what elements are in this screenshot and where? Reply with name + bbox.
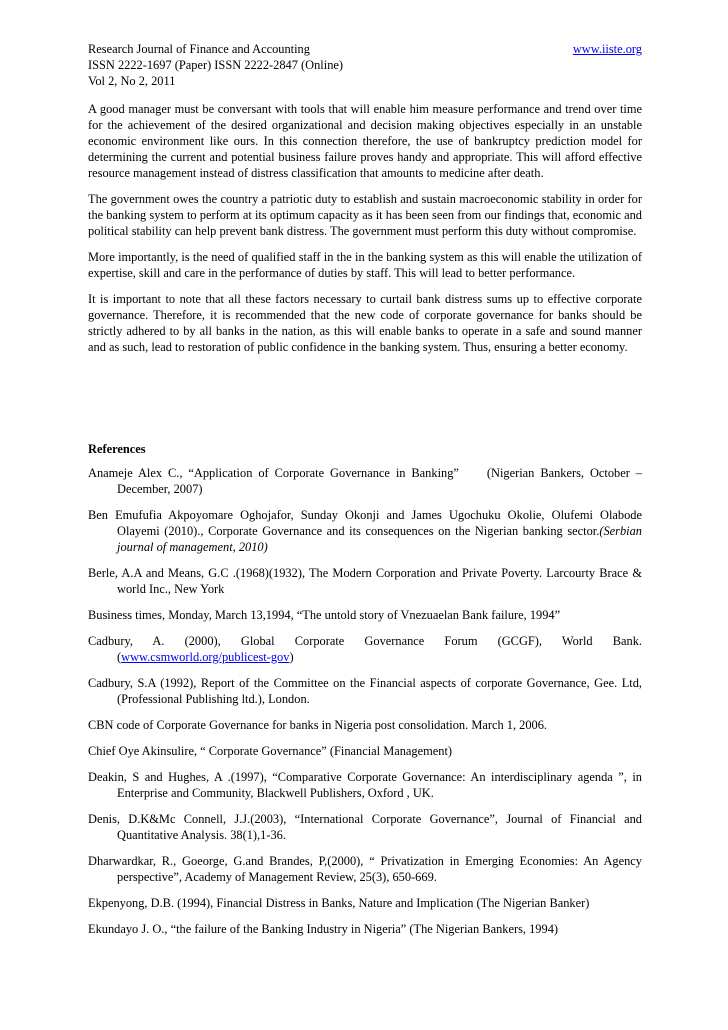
document-page xyxy=(88,41,642,947)
journal-issn: ISSN 2222-1697 (Paper) ISSN 2222-2847 (Online) xyxy=(88,58,344,72)
journal-title: Research Journal of Finance and Accounting xyxy=(88,42,310,56)
reference-item: Ekundayo J. O., “the failure of the Banking Industry in Nigeria” (The Nigerian Bankers, 1994) xyxy=(88,922,559,936)
paragraph-manager-tools: A good manager must be conversant with tools that will enable him measure performance and trend over time for the achievement of the desired organizational and decision making objectives especially in an unstable economic environment like ours. In this connection therefore, the use of bankruptcy prediction model for determining the current and potential business failure proves handy and appropriate. This will afford effective resource management instead of distress classification that amounts to medicine after death. xyxy=(88,102,642,180)
paragraph-qualified-staff: More importantly, is the need of qualified staff in the in the banking system as this will enable the utilization of expertise, skill and care in the performance of duties by staff. This will lead to better performance. xyxy=(88,250,642,280)
reference-item: Chief Oye Akinsulire, “ Corporate Governance” (Financial Management) xyxy=(88,744,453,758)
reference-item: CBN code of Corporate Governance for banks in Nigeria post consolidation. March 1, 2006. xyxy=(88,718,548,732)
section-spacer xyxy=(88,365,642,441)
journal-url-link[interactable]: www.iiste.org xyxy=(572,42,642,56)
conclusion-section xyxy=(88,101,642,355)
journal-header xyxy=(88,41,642,89)
reference-item xyxy=(88,507,642,555)
reference-item: Denis, D.K&Mc Connell, J.J.(2003), “International Corporate Governance”, Journal of Financial and Quantitative Analysis. 38(1),1-36. xyxy=(88,812,642,842)
reference-item xyxy=(88,633,642,665)
journal-volume: Vol 2, No 2, 2011 xyxy=(88,74,176,88)
reference-item: Cadbury, S.A (1992), Report of the Committee on the Financial aspects of corporate Governance, Gee. Ltd, (Professional Publishing ltd.), London. xyxy=(88,676,642,706)
reference-item: Business times, Monday, March 13,1994, “The untold story of Vnezuaelan Bank failure, 1994” xyxy=(88,608,561,622)
reference-text: Anameje Alex C., “Application of Corporate Governance in Banking” xyxy=(88,466,459,480)
paragraph-corporate-governance: It is important to note that all these factors necessary to curtail bank distress sums up to effective corporate governance. Therefore, it is recommended that the new code of corporate governance for banks should be strictly adhered to by all banks in the nation, as this will enable banks to operate in a safe and sound manner and as such, lead to restoration of public confidence in the banking system. Thus, ensuring a better economy. xyxy=(88,292,642,354)
reference-item: Ekpenyong, D.B. (1994), Financial Distress in Banks, Nature and Implication (The Nigerian Banker) xyxy=(88,896,590,910)
reference-text: Ben Emufufia Akpoyomare Oghojafor, Sunday Okonji and James Ugochuku Okolie, Olufemi Olabode Olayemi (2010)., Corporate Governance and its consequences on the Nigerian banking sector. xyxy=(88,508,642,538)
reference-source: (Nigerian Bankers, October – December, 2007) xyxy=(117,466,642,496)
references-section xyxy=(88,441,642,937)
paragraph-government-duty: The government owes the country a patriotic duty to establish and sustain macroeconomic stability in order for the banking system to perform at its optimum capacity as it has been seen from our findings that, economic and political stability can help prevent bank distress. The government must perform this duty without compromise. xyxy=(88,192,642,238)
references-heading: References xyxy=(88,442,146,456)
reference-italic-source: (Serbian journal of management, 2010) xyxy=(117,524,642,554)
reference-item: Berle, A.A and Means, G.C .(1968)(1932), The Modern Corporation and Private Poverty. Larcourty Brace & world Inc., New York xyxy=(88,566,642,596)
reference-item: Dharwardkar, R., Goeorge, G.and Brandes, P,(2000), “ Privatization in Emerging Economies: An Agency perspective”, Academy of Management Review, 25(3), 650-669. xyxy=(88,854,642,884)
reference-text: Cadbury, A. (2000), Global Corporate Governance Forum (GCGF), World Bank. ( xyxy=(88,634,642,664)
reference-item xyxy=(88,465,642,497)
reference-close: ) xyxy=(289,650,294,664)
reference-item: Deakin, S and Hughes, A .(1997), “Comparative Corporate Governance: An interdisciplinary agenda ”, in Enterprise and Community, Blackwell Publishers, Oxford , UK. xyxy=(88,770,642,800)
reference-link[interactable]: www.csmworld.org/publicest-gov xyxy=(121,650,290,664)
